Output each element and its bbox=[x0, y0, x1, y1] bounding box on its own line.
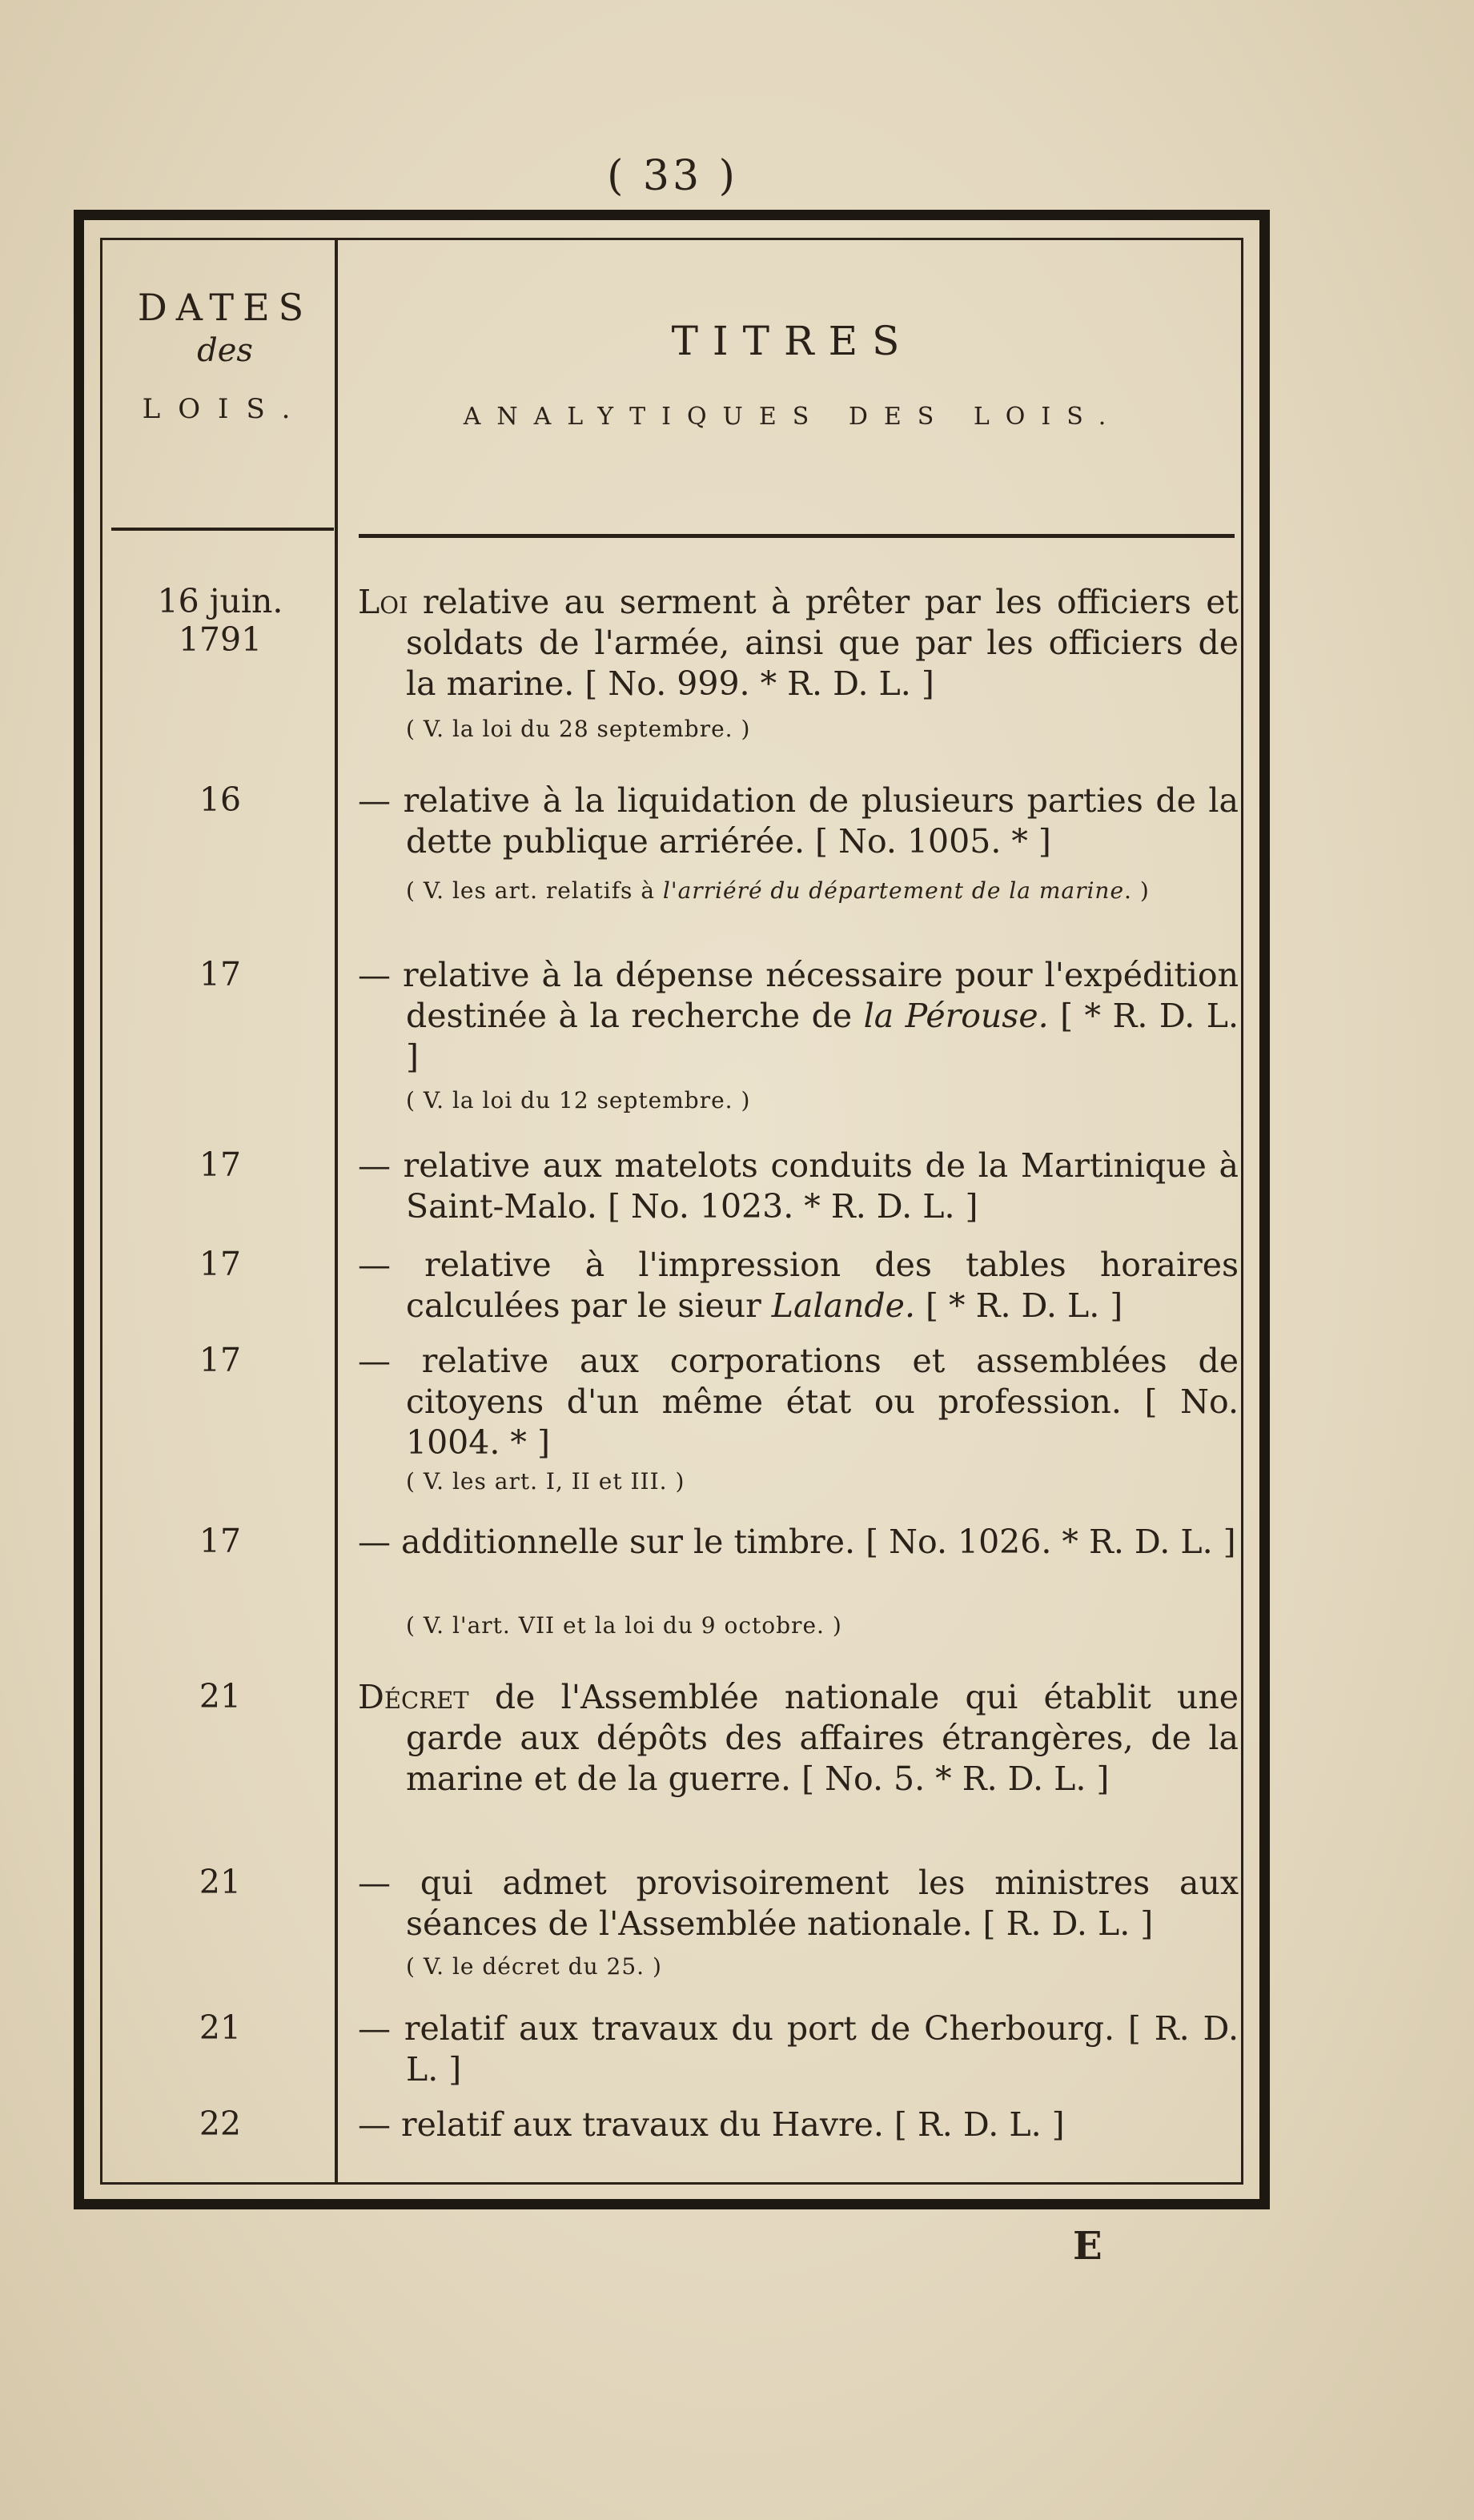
entry-date: 16 juin. 1791 bbox=[148, 582, 292, 659]
header-rule-dates bbox=[111, 528, 334, 531]
table-frame bbox=[74, 210, 1270, 2209]
entry-note: ( V. les art. relatifs à l'arriéré du département de la marine. ) bbox=[406, 877, 1150, 904]
entry-year: 1791 bbox=[178, 620, 263, 659]
signature-mark: E bbox=[1073, 2224, 1102, 2269]
entry-title: — relative à l'impression des tables horaires calculées par le sieur Lalande. [ * R. D. L. ] bbox=[358, 1246, 1239, 1325]
entry-date: 22 bbox=[199, 2105, 242, 2143]
column-divider bbox=[335, 238, 338, 2185]
entry-date: 17 bbox=[199, 955, 242, 993]
entry-title: — relatif aux travaux du Havre. [ R. D. L. ] bbox=[358, 2105, 1065, 2144]
entry-title: — relative à la liquidation de plusieurs parties de la dette publique arriérée. [ No. 1005. * ] bbox=[358, 781, 1239, 861]
entry-date: 21 bbox=[199, 1863, 242, 1901]
entry-title: — additionnelle sur le timbre. [ No. 1026. * R. D. L. ] bbox=[358, 1523, 1236, 1561]
entry-date: 17 bbox=[199, 1341, 242, 1379]
header-titres-title: TITRES bbox=[671, 318, 914, 364]
entry-lead: Décret bbox=[358, 1678, 469, 1716]
entry-title: Décret de l'Assemblée nationale qui établit une garde aux dépôts des affaires étrangères, de la marine et de la guerre. [ No. 5. * R. D. L. ] bbox=[358, 1678, 1239, 1798]
entry-note: ( V. la loi du 12 septembre. ) bbox=[406, 1087, 751, 1114]
entry-note: ( V. le décret du 25. ) bbox=[406, 1953, 662, 1980]
header-dates-title: DATES bbox=[137, 286, 313, 329]
entry-title: Loi relative au serment à prêter par les officiers et soldats de l'armée, ainsi que par les officiers de la marine. [ No. 999. * R. D. L. ] bbox=[358, 583, 1239, 703]
header-titres-subtitle: ANALYTIQUES DES LOIS. bbox=[463, 403, 1123, 431]
entry-title: — relative aux matelots conduits de la Martinique à Saint-Malo. [ No. 1023. * R. D. L. ] bbox=[358, 1146, 1239, 1226]
entry-title: — relatif aux travaux du port de Cherbourg. [ R. D. L. ] bbox=[358, 2009, 1239, 2089]
entry-lead: Loi bbox=[358, 583, 408, 621]
entry-title: — qui admet provisoirement les ministres aux séances de l'Assemblée nationale. [ R. D. L. ] bbox=[358, 1864, 1239, 1943]
header-dates-lois: LOIS. bbox=[142, 393, 308, 425]
header-dates bbox=[105, 286, 345, 425]
entry-date: 17 bbox=[199, 1522, 242, 1560]
entry-note: ( V. la loi du 28 septembre. ) bbox=[406, 716, 751, 742]
entry-date: 21 bbox=[199, 1677, 242, 1715]
entry-title: — relative à la dépense nécessaire pour l'expédition destinée à la recherche de la Pérouse. [ * R. D. L. ] bbox=[358, 956, 1239, 1076]
header-titles bbox=[348, 318, 1237, 431]
entry-date: 16 bbox=[199, 780, 242, 819]
entry-note: ( V. les art. I, II et III. ) bbox=[406, 1468, 685, 1495]
entry-title: — relative aux corporations et assemblées de citoyens d'un même état ou profession. [ No. 1004. * ] bbox=[358, 1342, 1239, 1462]
entry-date: 17 bbox=[199, 1146, 242, 1184]
entry-note: ( V. l'art. VII et la loi du 9 octobre. ) bbox=[406, 1612, 842, 1639]
header-dates-des: des bbox=[197, 332, 253, 369]
entry-date: 21 bbox=[199, 2008, 242, 2047]
header-rule-titles bbox=[359, 534, 1235, 538]
entry-date: 17 bbox=[199, 1245, 242, 1283]
page-number: ( 33 ) bbox=[607, 152, 738, 200]
